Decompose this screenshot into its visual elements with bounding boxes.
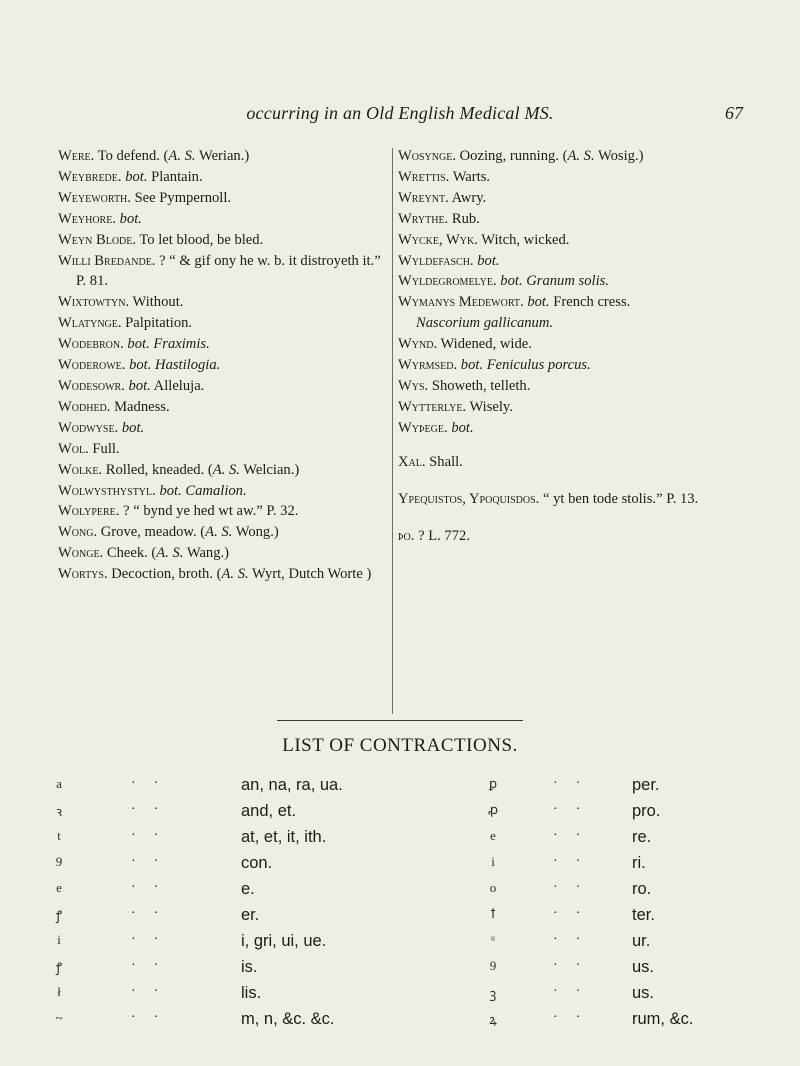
contraction-expansion: at, et, it, ith. <box>241 828 327 846</box>
latin-name: Fraximis. <box>153 336 210 353</box>
contraction-symbol: t <box>57 828 61 843</box>
leader-dots: ·· <box>553 854 599 869</box>
contraction-expansion: rum, &c. <box>632 1010 694 1028</box>
contraction-expansion: ri. <box>632 854 646 872</box>
latin-name: Nascorium gallicanum. <box>416 315 554 332</box>
entry-headword: Wodesowr. <box>58 377 125 394</box>
botanical-marker: bot. <box>121 419 145 436</box>
entry-headword: Wixtowtyn. <box>58 294 130 311</box>
contraction-expansion: ro. <box>632 880 652 898</box>
botanical-marker: bot. <box>451 419 474 436</box>
glossary-entry <box>398 292 743 334</box>
contraction-symbol: ł <box>57 984 61 999</box>
latin-name: Camalion. <box>185 482 247 499</box>
entry-definition: Rolled, kneaded. ( <box>102 461 213 478</box>
glossary-entry <box>58 167 388 188</box>
contraction-symbol: 9 <box>489 958 497 973</box>
leader-dots: ·· <box>131 1010 177 1025</box>
entry-headword: Wol. <box>58 440 89 457</box>
contraction-row <box>0 958 800 984</box>
glossary-entry <box>398 271 743 292</box>
glossary-entry <box>398 167 743 188</box>
contraction-symbol: 9 <box>55 854 63 869</box>
contraction-symbol: e <box>56 880 62 895</box>
glossary-entry <box>58 292 388 313</box>
entry-headword: Wodwyse. <box>58 419 119 436</box>
contraction-symbol: e <box>490 828 496 843</box>
leader-dots: ·· <box>131 802 177 817</box>
leader-dots: ·· <box>131 932 177 947</box>
contraction-expansion: pro. <box>632 802 661 820</box>
contraction-expansion: i, gri, ui, ue. <box>241 932 327 950</box>
entry-definition: ? L. 772. <box>414 527 470 544</box>
entry-headword: Weyeworth. <box>58 189 131 206</box>
entry-headword: Wrythe. <box>398 210 449 227</box>
entry-definition: Showeth, telleth. <box>428 377 531 394</box>
page-number: 67 <box>725 103 743 123</box>
latin-name: Hastilogia. <box>155 357 221 374</box>
entry-headword: Wodebron. <box>58 336 124 353</box>
entry-headword: Wyldefasch. <box>398 252 474 269</box>
contraction-expansion: e. <box>241 880 255 898</box>
entry-definition: Full. <box>88 440 120 457</box>
botanical-marker: bot. <box>125 168 148 185</box>
entry-headword: Wodhed. <box>58 398 111 415</box>
contraction-symbol: ꝭ <box>55 960 63 975</box>
entry-definition: Alleluja. <box>150 377 205 394</box>
glossary-entry <box>58 251 388 293</box>
etymon: Wyrt, Dutch Worte ) <box>248 566 372 583</box>
contraction-symbol: i <box>491 854 495 869</box>
entry-definition: Warts. <box>449 168 491 185</box>
contraction-expansion: m, n, &c. &c. <box>241 1010 335 1028</box>
glossary-entry <box>398 397 743 418</box>
contraction-expansion: ter. <box>632 906 655 924</box>
contraction-expansion: lis. <box>241 984 262 1002</box>
entry-headword: Wlatynge. <box>58 315 122 332</box>
entry-definition: Decoction, broth. ( <box>107 566 222 583</box>
contraction-row <box>0 776 800 802</box>
botanical-marker: bot. <box>129 357 152 374</box>
botanical-marker: bot. <box>460 357 484 374</box>
contraction-symbol: a <box>56 776 62 791</box>
entry-definition: Widened, wide. <box>437 336 532 353</box>
entry-headword: Woderowe. <box>58 357 126 374</box>
entry-headword: Wosynge. <box>398 148 456 164</box>
latin-name: Granum solis. <box>526 273 609 290</box>
glossary-entry <box>398 376 743 397</box>
contraction-row <box>0 984 800 1010</box>
glossary-entry <box>398 355 743 376</box>
entry-headword: Wyrmsed. <box>398 357 458 374</box>
botanical-marker: bot. <box>127 336 150 353</box>
leader-dots: ·· <box>131 906 177 921</box>
leader-dots: ·· <box>131 776 177 791</box>
etymon: Wang.) <box>183 545 230 562</box>
contraction-symbol: ꝓ <box>487 802 499 817</box>
entry-headword: Wytterlye. <box>398 398 467 415</box>
contraction-symbol: ꝝ <box>489 1012 497 1027</box>
entry-headword: Were. <box>58 148 95 164</box>
contraction-row <box>0 932 800 958</box>
glossary-left-column <box>58 146 388 585</box>
glossary-entry <box>398 209 743 230</box>
contraction-expansion: an, na, ra, ua. <box>241 776 343 794</box>
contraction-symbol: ꝉ <box>490 906 496 921</box>
glossary-entry <box>398 146 743 167</box>
entry-headword: Ypequistos, Ypoquisdos. <box>398 490 540 507</box>
language-marker: A. S. <box>567 148 595 164</box>
botanical-marker: bot. <box>500 273 523 290</box>
entry-definition: See Pympernoll. <box>130 189 232 206</box>
leader-dots: ·· <box>131 958 177 973</box>
glossary-entry <box>398 230 743 251</box>
entry-headword: Weyn Blode. <box>58 231 137 248</box>
glossary-entry <box>58 188 388 209</box>
entry-definition: ? “ & gif ony he w. b. it distroyeth it.” P. 81. <box>76 252 381 290</box>
etymon: Welcian.) <box>239 461 300 478</box>
glossary-entry <box>398 251 743 272</box>
contraction-expansion: ur. <box>632 932 651 950</box>
glossary-entry <box>58 313 388 334</box>
leader-dots: ·· <box>553 932 599 947</box>
language-marker: A. S. <box>205 524 233 541</box>
contraction-expansion: re. <box>632 828 652 846</box>
contraction-symbol: ꝑ <box>488 776 498 791</box>
contraction-symbol: ~ <box>55 1010 63 1025</box>
entry-headword: Wyþege. <box>398 419 448 436</box>
etymon: Werian.) <box>195 148 250 164</box>
entry-headword: Wong. <box>58 524 98 541</box>
entry-definition: Oozing, running. ( <box>455 148 568 164</box>
entry-headword: Weybrede. <box>58 168 122 185</box>
glossary-entry <box>398 526 743 547</box>
entry-headword: Wolke. <box>58 461 103 478</box>
entry-headword: Wycke, Wyk. <box>398 231 478 248</box>
contraction-symbol: o <box>489 880 497 895</box>
leader-dots: ·· <box>131 828 177 843</box>
contraction-symbol: i <box>57 932 61 947</box>
leader-dots: ·· <box>553 880 599 895</box>
entry-headword: Wymanys Medewort. <box>398 294 524 311</box>
leader-dots: ·· <box>553 802 599 817</box>
contraction-symbol: ꝭ <box>55 908 63 923</box>
glossary-right-column <box>398 146 743 546</box>
language-marker: A. S. <box>168 148 196 164</box>
glossary-entry <box>58 543 388 564</box>
entry-headword: Wyldegromelye. <box>398 273 497 290</box>
leader-dots: ·· <box>553 958 599 973</box>
glossary-entry <box>398 489 743 510</box>
leader-dots: ·· <box>553 776 599 791</box>
contraction-row <box>0 1010 800 1036</box>
entry-definition: Palpitation. <box>121 315 193 332</box>
glossary-entry <box>58 418 388 439</box>
entry-headword: þo. <box>398 527 415 544</box>
glossary-entry <box>58 334 388 355</box>
contraction-expansion: us. <box>632 958 655 976</box>
entry-definition: Cheek. ( <box>103 545 157 562</box>
entry-definition: Rub. <box>448 210 480 227</box>
entry-definition: Witch, wicked. <box>477 231 570 248</box>
entry-definition: Wisely. <box>466 398 513 415</box>
leader-dots: ·· <box>131 854 177 869</box>
botanical-marker: bot. <box>477 252 500 269</box>
leader-dots: ·· <box>553 1010 599 1025</box>
contraction-row <box>0 880 800 906</box>
language-marker: A. S. <box>221 566 249 583</box>
leader-dots: ·· <box>553 828 599 843</box>
contraction-row <box>0 828 800 854</box>
entry-definition: ? “ bynd ye hed wt aw.” P. 32. <box>119 503 299 520</box>
entry-headword: Weyhore. <box>58 210 116 227</box>
contraction-row <box>0 854 800 880</box>
botanical-marker: bot. <box>119 210 142 227</box>
entry-definition: Awry. <box>448 189 487 206</box>
glossary-entry <box>58 439 388 460</box>
contraction-symbol: ᵘ <box>490 932 496 947</box>
glossary-entry <box>58 397 388 418</box>
glossary-entry <box>398 452 743 473</box>
contraction-expansion: us. <box>632 984 655 1002</box>
botanical-marker: bot. <box>527 294 550 311</box>
entry-definition: Madness. <box>110 398 170 415</box>
running-title: occurring in an Old English Medical MS. <box>246 103 554 123</box>
glossary-entry <box>58 376 388 397</box>
glossary-entry <box>398 334 743 355</box>
contraction-row <box>0 906 800 932</box>
entry-headword: Wys. <box>398 377 429 394</box>
entry-definition: Plantain. <box>147 168 203 185</box>
botanical-marker: bot. <box>159 482 182 499</box>
glossary-entry <box>58 146 388 167</box>
page-header <box>0 103 800 133</box>
contraction-expansion: is. <box>241 958 258 976</box>
entry-definition: Without. <box>129 294 184 311</box>
latin-name: Feniculus porcus. <box>486 357 591 374</box>
leader-dots: ·· <box>553 906 599 921</box>
entry-headword: Wolypere. <box>58 503 120 520</box>
etymon: Wosig.) <box>594 148 644 164</box>
glossary-entry <box>398 188 743 209</box>
column-divider <box>392 148 393 714</box>
contraction-symbol: ꝫ <box>489 986 497 1001</box>
contraction-row <box>0 802 800 828</box>
section-rule <box>277 720 523 721</box>
glossary-entry <box>58 209 388 230</box>
entry-definition: “ yt ben tode stolis.” P. 13. <box>539 490 699 507</box>
glossary-entry <box>58 230 388 251</box>
entry-headword: Willi Bredande. <box>58 252 156 269</box>
entry-definition: Shall. <box>425 453 463 470</box>
leader-dots: ·· <box>131 880 177 895</box>
glossary-entry <box>58 522 388 543</box>
contraction-expansion: and, et. <box>241 802 297 820</box>
language-marker: A. S. <box>156 545 184 562</box>
entry-headword: Wolwysthystyl. <box>58 482 156 499</box>
glossary-entry <box>58 501 388 522</box>
entry-headword: Wortys. <box>58 566 108 583</box>
contraction-symbol: ꝛ <box>55 804 63 819</box>
leader-dots: ·· <box>553 984 599 999</box>
entry-definition: French cress. <box>549 294 631 311</box>
entry-headword: Wynd. <box>398 336 438 353</box>
entry-definition: To let blood, be bled. <box>136 231 264 248</box>
entry-headword: Wreynt. <box>398 189 449 206</box>
entry-headword: Wonge. <box>58 545 104 562</box>
language-marker: A. S. <box>212 461 240 478</box>
botanical-marker: bot. <box>128 377 151 394</box>
entry-definition: Grove, meadow. ( <box>97 524 206 541</box>
contractions-title: LIST OF CONTRACTIONS. <box>282 735 518 756</box>
glossary-entry <box>58 355 388 376</box>
glossary-entry <box>58 481 388 502</box>
contraction-expansion: er. <box>241 906 260 924</box>
glossary-entry <box>398 418 743 439</box>
glossary-entry <box>58 564 388 585</box>
entry-headword: Xal. <box>398 453 426 470</box>
contraction-expansion: per. <box>632 776 660 794</box>
etymon: Wong.) <box>232 524 279 541</box>
glossary-entry <box>58 460 388 481</box>
leader-dots: ·· <box>131 984 177 999</box>
entry-definition: To defend. ( <box>94 148 169 164</box>
contraction-expansion: con. <box>241 854 273 872</box>
entry-headword: Wrettis. <box>398 168 450 185</box>
